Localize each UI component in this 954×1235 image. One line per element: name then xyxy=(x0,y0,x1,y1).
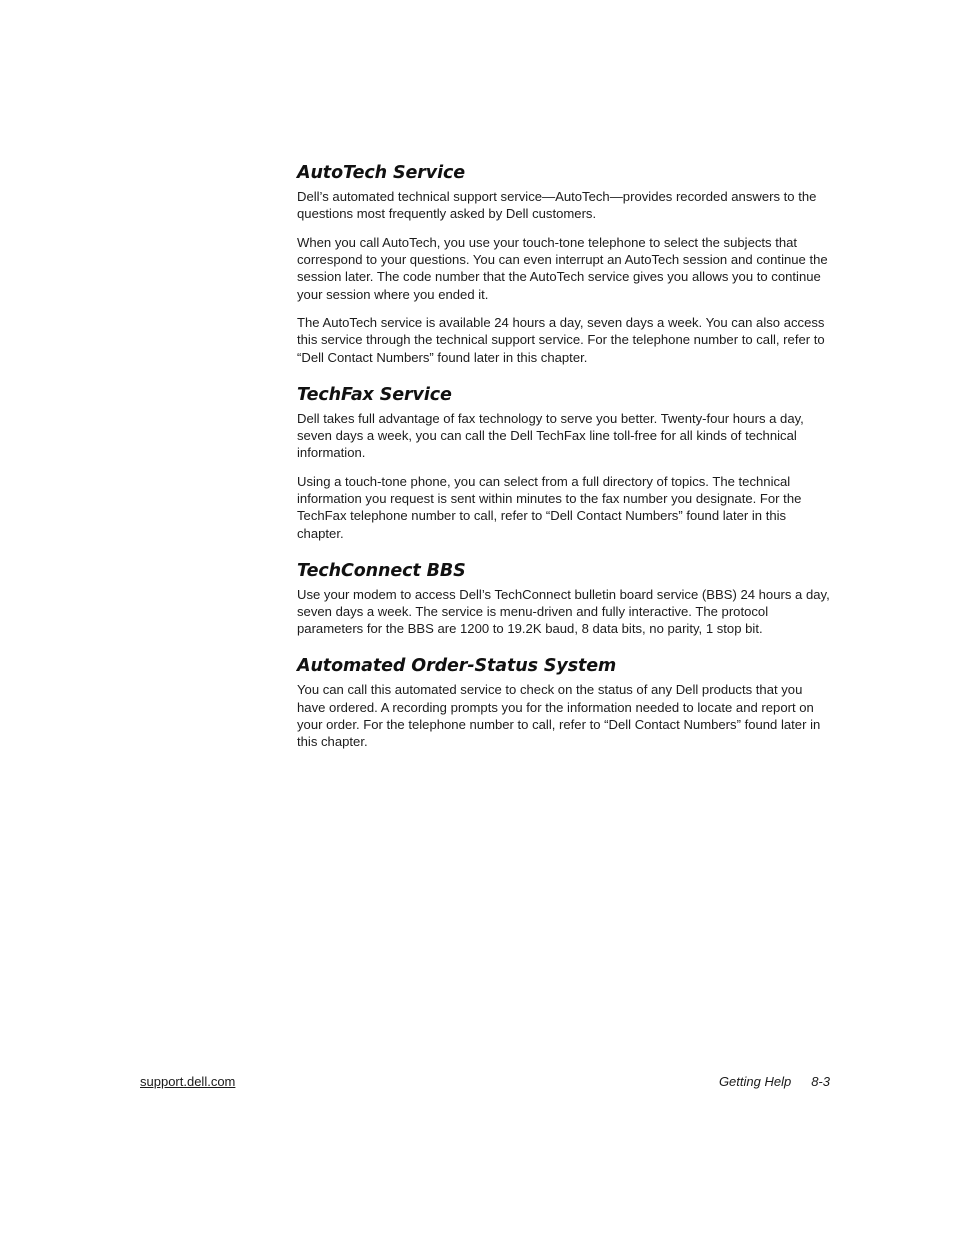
page-footer xyxy=(140,1073,830,1093)
section-autotech xyxy=(297,162,831,366)
paragraph: Use your modem to access Dell’s TechConnect bulletin board service (BBS) 24 hours a day, seven days a week. The service is menu-driven and fully interactive. The protocol parameters for the BBS are 1200 to 19.2K baud, 8 data bits, no parity, 1 stop bit. xyxy=(297,586,830,637)
section-techconnect-bbs xyxy=(297,560,831,638)
section-heading: AutoTech Service xyxy=(297,163,466,183)
paragraph: The AutoTech service is available 24 hours a day, seven days a week. You can also access this service through the technical support service. For the telephone number to call, refer to “Dell Contact Numbers” found later in this chapter. xyxy=(297,315,825,365)
paragraph: Dell takes full advantage of fax technology to serve you better. Twenty-four hours a day, seven days a week, you can call the Dell TechFax line toll-free for all kinds of technical information. xyxy=(297,410,804,461)
section-order-status xyxy=(297,655,831,750)
paragraph: When you call AutoTech, you use your touch-tone telephone to select the subjects that correspond to your questions. You can even interrupt an AutoTech session and continue the session later. The code number that the AutoTech service gives you allows you to continue your session where you ended it. xyxy=(297,234,828,302)
page-number: 8-3 xyxy=(811,1074,830,1089)
support-link[interactable]: support.dell.com xyxy=(140,1074,236,1089)
section-techfax xyxy=(297,384,831,542)
footer-running-head xyxy=(719,1073,830,1091)
section-heading: TechConnect BBS xyxy=(297,560,466,581)
paragraph: Dell’s automated technical support service—AutoTech—provides recorded answers to the questions most frequently asked by Dell customers. xyxy=(297,189,817,222)
section-heading: TechFax Service xyxy=(297,384,452,405)
paragraph: Using a touch-tone phone, you can select from a full directory of topics. The technical information you request is sent within minutes to the fax number you designate. For the TechFax telephone number to call, refer to “Dell Contact Numbers” found later in this chapter. xyxy=(297,473,802,541)
chapter-title: Getting Help xyxy=(718,1074,792,1089)
page-content xyxy=(297,162,831,750)
section-heading: Automated Order-Status System xyxy=(297,656,617,677)
paragraph: You can call this automated service to check on the status of any Dell products that you have ordered. A recording prompts you for the information needed to locate and report on your order. For the telephone number to call, refer to “Dell Contact Numbers” found later in this chapter. xyxy=(297,682,821,749)
